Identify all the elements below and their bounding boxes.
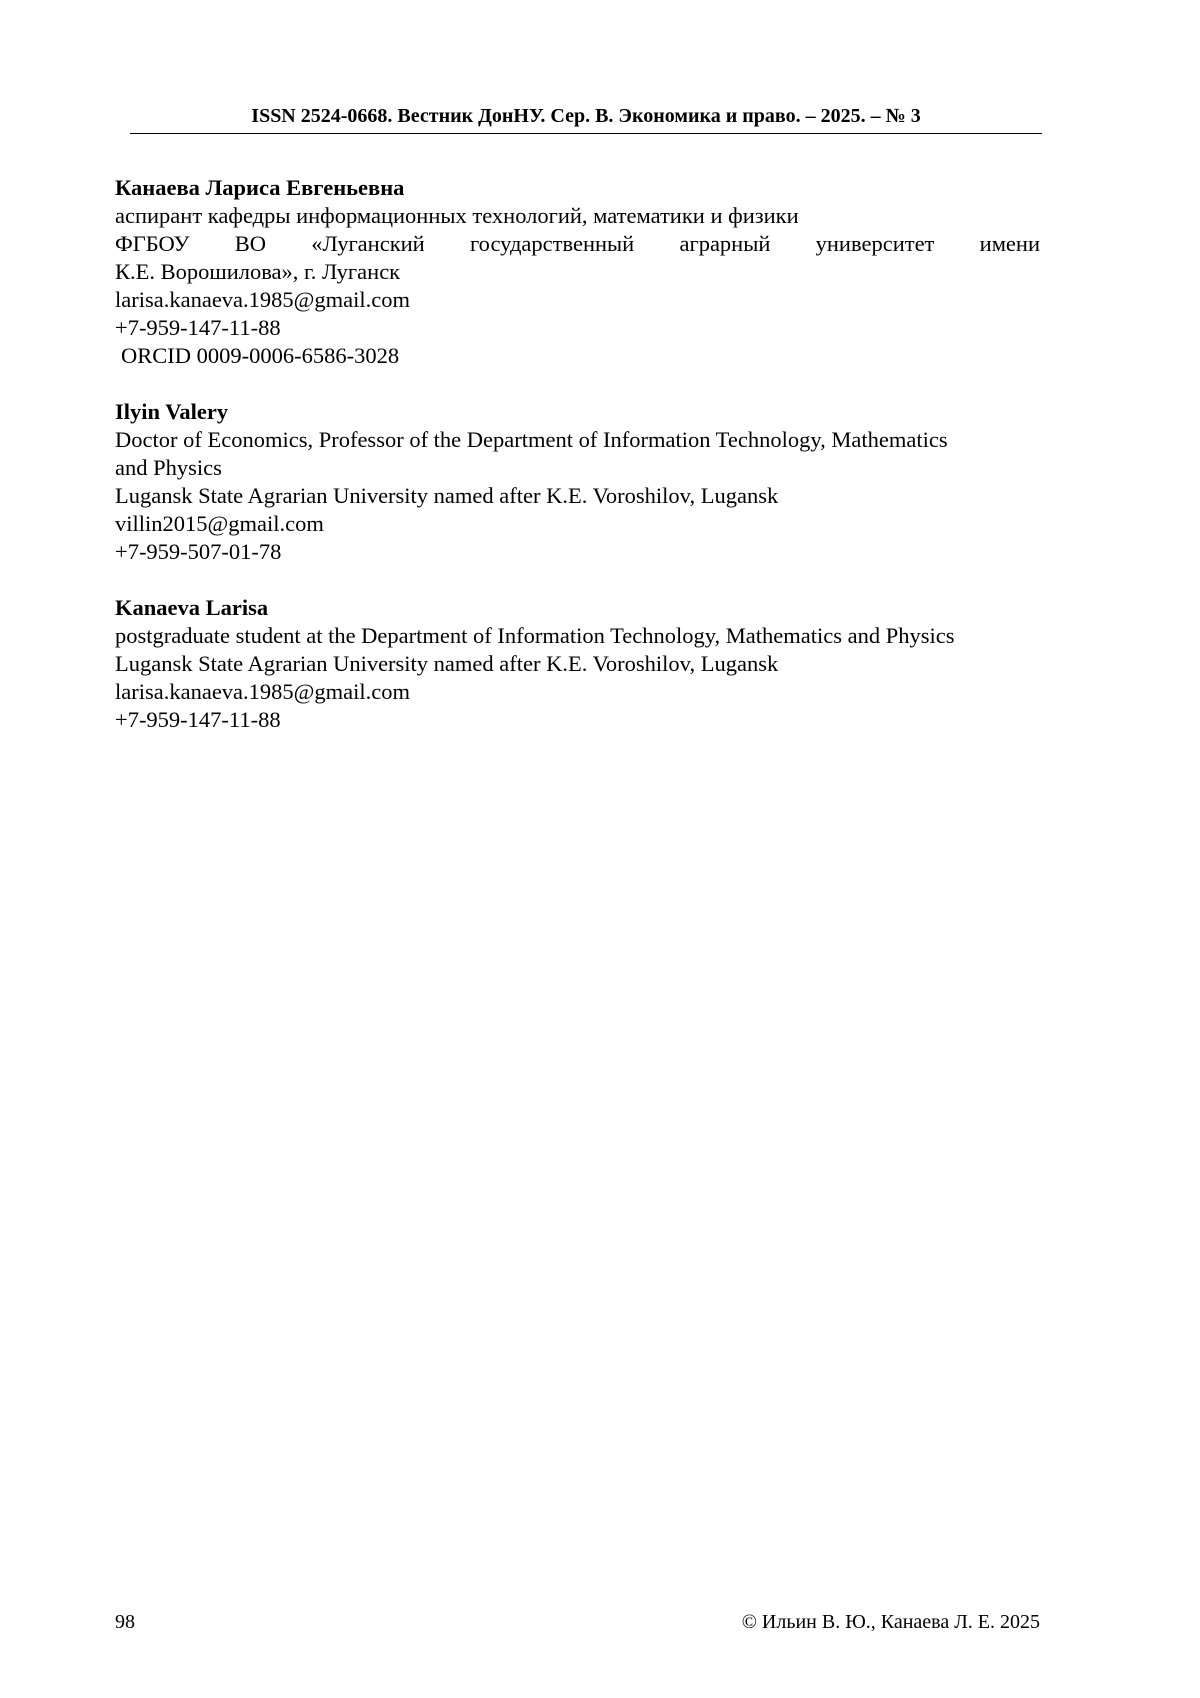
author-affiliation: Lugansk State Agrarian University named after K.E. Voroshilov, Lugansk: [115, 483, 779, 508]
author-email: larisa.kanaeva.1985@gmail.com: [115, 679, 410, 704]
author-email: villin2015@gmail.com: [115, 511, 324, 536]
author-position: Doctor of Economics, Professor of the Department of Information Technology, Mathematics: [115, 427, 948, 452]
author-phone: +7-959-147-11-88: [115, 707, 281, 732]
author-block-en-2: [115, 594, 1040, 734]
author-phone: +7-959-147-11-88: [115, 315, 281, 340]
author-name: Ilyin Valery: [115, 399, 229, 424]
author-position: аспирант кафедры информационных технологий, математики и физики: [115, 203, 799, 228]
author-name: Kanaeva Larisa: [115, 595, 269, 620]
author-orcid: ORCID 0009-0006-6586-3028: [121, 343, 400, 368]
author-affiliation-cont: К.Е. Ворошилова», г. Луганск: [115, 259, 401, 284]
copyright-notice: © Ильин В. Ю., Канаева Л. Е. 2025: [741, 1611, 1040, 1633]
author-block-ru: [115, 174, 1040, 370]
header-divider: [130, 133, 1042, 134]
author-affiliation: Lugansk State Agrarian University named after K.E. Voroshilov, Lugansk: [115, 651, 779, 676]
author-block-en-1: [115, 398, 1040, 566]
author-email: larisa.kanaeva.1985@gmail.com: [115, 287, 410, 312]
author-info: [115, 174, 1040, 762]
author-position: postgraduate student at the Department of Information Technology, Mathematics and Physics: [115, 623, 955, 648]
author-name: Канаева Лариса Евгеньевна: [115, 175, 405, 200]
author-phone: +7-959-507-01-78: [115, 539, 282, 564]
page-number: 98: [115, 1611, 135, 1633]
running-header: ISSN 2524-0668. Вестник ДонНУ. Сер. В. Экономика и право. – 2025. – № 3: [251, 105, 921, 127]
author-position-cont: and Physics: [115, 455, 222, 480]
author-affiliation: ФГБОУ ВО «Луганский государственный аграрный университет имени: [115, 231, 1040, 256]
